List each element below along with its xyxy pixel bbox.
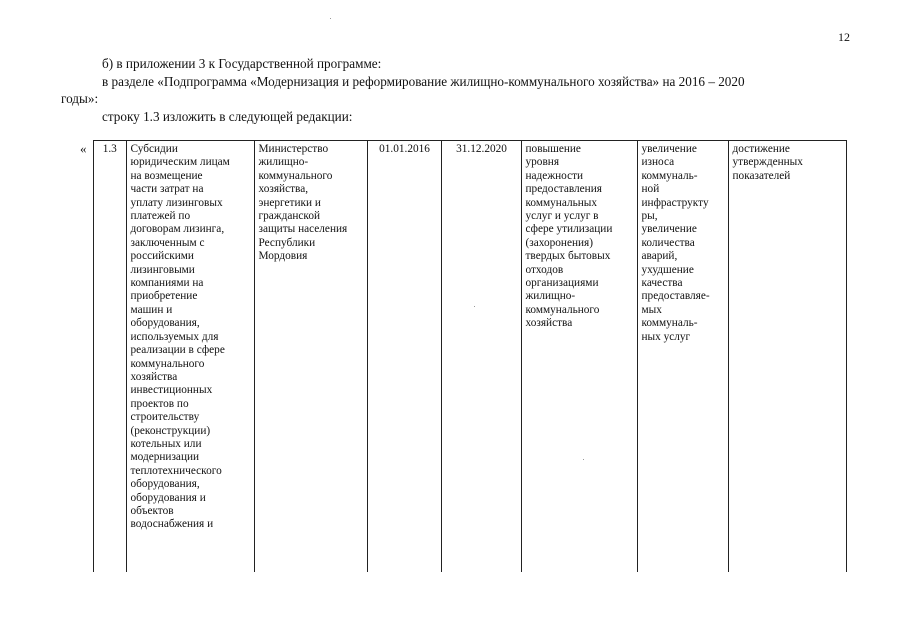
- row-start-date: 01.01.2016: [379, 143, 430, 155]
- row-executor: Министерство жилищно- коммунального хозяйства, энергетики и гражданской защиты населения Республики Мордовия: [258, 143, 348, 263]
- row-number: 1.3: [102, 143, 117, 155]
- paragraph-appendix-3: б) в приложении 3 к Государственной программе:: [102, 56, 382, 71]
- scan-speck: [474, 306, 475, 307]
- opening-quote-mark: «: [80, 141, 87, 156]
- row-description: Субсидии юридическим лицам на возмещение части затрат на уплату лизинговых платежей по договорам лизинга, заключенным с российскими лизинговыми компаниями на приобретение машин и оборудования, используемых для реализации в сфере коммунального хозяйства инвестиционных проектов по строительству (реконструкции) котельных или модернизации теплотехнического оборудования, оборудования и объектов водоснабжения и: [130, 143, 230, 531]
- paragraph-section-subprogram: в разделе «Подпрограмма «Модернизация и реформирование жилищно-коммунального хозяйства» на 2016 – 2020: [102, 74, 745, 89]
- page-number: 12: [838, 30, 850, 44]
- table-row: [94, 141, 848, 572]
- consequences-cell: [637, 141, 728, 572]
- row-indicators: достижение утвержденных показателей: [732, 143, 803, 182]
- paragraph-row-instruction: строку 1.3 изложить в следующей редакции:: [102, 109, 353, 124]
- row-number-cell: [94, 141, 126, 572]
- end-date-cell: [441, 141, 521, 572]
- executor-cell: [254, 141, 367, 572]
- row-expected-result: повышение уровня надежности предоставления коммунальных услуг и услуг в сфере утилизации (захоронения) твердых бытовых отходов организациями жилищно- коммунального хозяйства: [525, 143, 613, 330]
- start-date-cell: [367, 141, 441, 572]
- paragraph-section-subprogram-cont: годы»:: [61, 91, 99, 106]
- indicators-cell: [728, 141, 848, 572]
- description-cell: [126, 141, 254, 572]
- scan-speck: [330, 18, 331, 19]
- row-consequences: увеличение износа коммуналь- ной инфраструкту ры, увеличение количества аварий, ухудшение качества предоставляе- мых коммуналь- ных услуг: [641, 143, 710, 343]
- row-end-date: 31.12.2020: [456, 143, 507, 155]
- expected-result-cell: [521, 141, 637, 572]
- program-table: [93, 140, 847, 572]
- scan-speck: [583, 459, 584, 460]
